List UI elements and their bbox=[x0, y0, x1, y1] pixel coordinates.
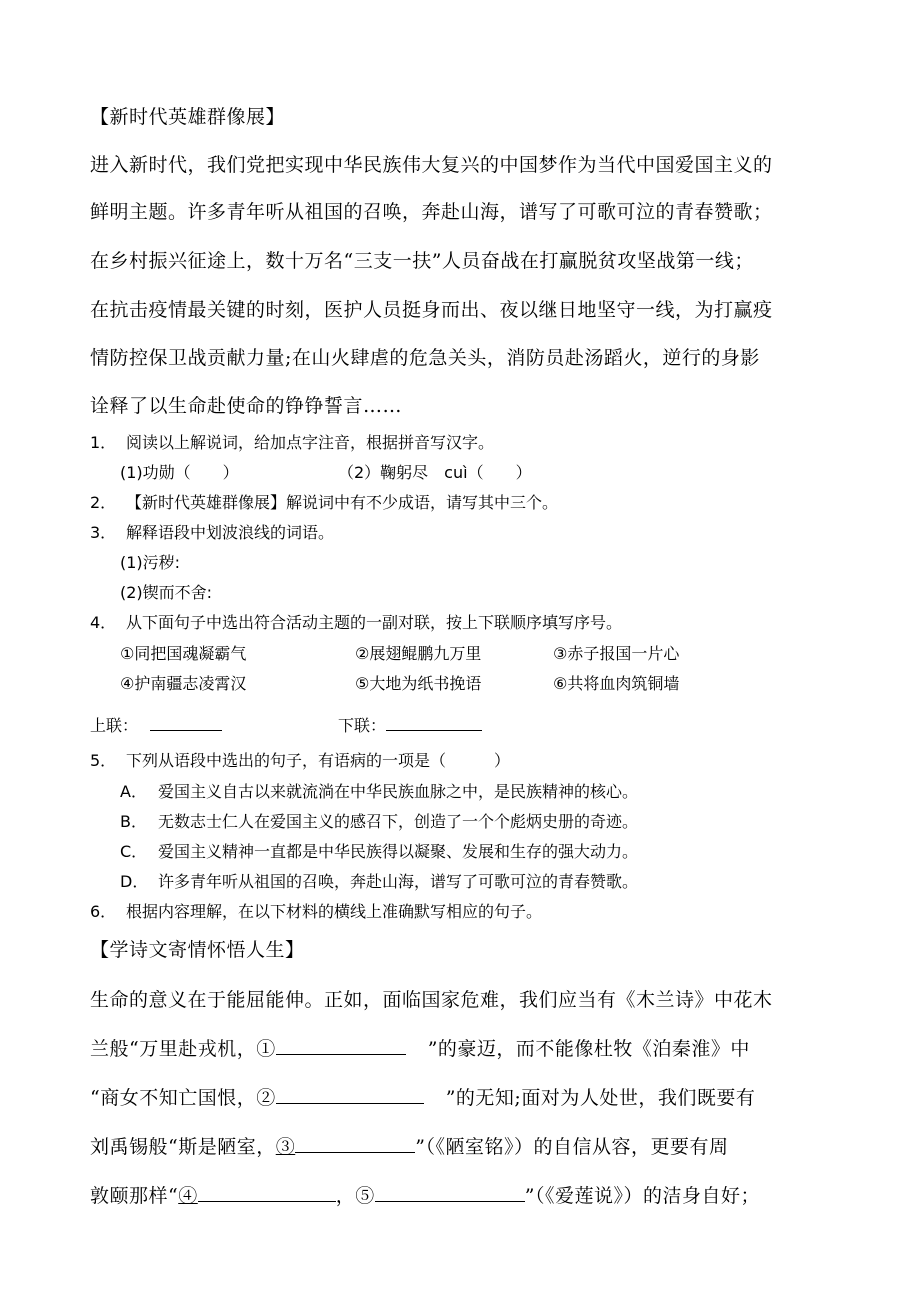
choice-letter: B． bbox=[120, 812, 147, 831]
passage2-line: 生命的意义在于能屈能伸。正如，面临国家危难，我们应当有《木兰诗》中花木 bbox=[90, 989, 773, 1011]
question-number: 2． bbox=[90, 493, 117, 512]
passage1-line: 情防控保卫战贡献力量;在山火肆虐的危急关头，消防员赴汤蹈火，逆行的身影 bbox=[90, 347, 760, 369]
lower-couplet-blank[interactable] bbox=[386, 712, 482, 731]
passage2-text: “商女不知亡国恨，② bbox=[90, 1087, 276, 1109]
question-text: 阅读以上解说词，给加点字注音，根据拼音写汉字。 bbox=[126, 433, 495, 452]
passage2-text: 敦颐那样“ bbox=[90, 1185, 179, 1207]
question-4 bbox=[90, 610, 622, 633]
q1-item-2: （2）鞠躬尽 cuì（ ） bbox=[338, 463, 532, 482]
passage1-line: 在乡村振兴征途上，数十万名“三支一扶”人员奋战在打赢脱贫攻坚战第一线； bbox=[90, 250, 754, 272]
question-number: 5． bbox=[90, 751, 117, 770]
choice-b[interactable] bbox=[120, 809, 638, 832]
couplet-option: ①同把国魂凝霸气 bbox=[120, 644, 247, 663]
passage2-text: ，⑤ bbox=[335, 1185, 375, 1207]
passage1-line: 鲜明主题。许多青年听从祖国的召唤，奔赴山海，谱写了可歌可泣的青春赞歌； bbox=[90, 201, 773, 223]
question-text: 下列从语段中选出的句子，有语病的一项是（ ） bbox=[126, 751, 511, 770]
choice-letter: D． bbox=[120, 872, 149, 891]
question-number: 6． bbox=[90, 902, 117, 921]
upper-couplet-label: 上联： bbox=[90, 716, 139, 735]
passage2-line bbox=[90, 1083, 755, 1110]
question-1 bbox=[90, 430, 494, 453]
recitation-blank-2[interactable] bbox=[276, 1085, 424, 1104]
passage2-title: 【学诗文寄情怀悟人生】 bbox=[90, 939, 305, 961]
choice-text: 爱国主义精神一直都是中华民族得以凝聚、发展和生存的强大动力。 bbox=[158, 842, 639, 861]
couplet-option: ③赤子报国一片心 bbox=[553, 644, 680, 663]
recitation-blank-3[interactable] bbox=[295, 1134, 415, 1153]
recitation-blank-4[interactable] bbox=[198, 1183, 336, 1202]
blank-marker: ④ bbox=[178, 1185, 198, 1207]
question-text: 解释语段中划波浪线的词语。 bbox=[126, 523, 335, 542]
choice-text: 许多青年听从祖国的召唤，奔赴山海，谱写了可歌可泣的青春赞歌。 bbox=[158, 872, 639, 891]
upper-couplet-answer bbox=[90, 712, 222, 736]
choice-text: 无数志士仁人在爱国主义的感召下，创造了一个个彪炳史册的奇迹。 bbox=[158, 812, 639, 831]
question-text: 【新时代英雄群像展】解说词中有不少成语，请写其中三个。 bbox=[126, 493, 559, 512]
passage1-line: 进入新时代，我们党把实现中华民族伟大复兴的中国梦作为当代中国爱国主义的 bbox=[90, 154, 773, 176]
question-number: 1． bbox=[90, 433, 117, 452]
choice-letter: C． bbox=[120, 842, 148, 861]
passage1-title: 【新时代英雄群像展】 bbox=[90, 106, 286, 128]
recitation-blank-1[interactable] bbox=[276, 1036, 406, 1055]
lower-couplet-answer bbox=[338, 712, 482, 736]
passage2-text: ”的豪迈，而不能像杜牧《泊秦淮》中 bbox=[427, 1038, 750, 1060]
choice-d[interactable] bbox=[120, 869, 638, 892]
passage2-line bbox=[90, 1132, 728, 1159]
question-number: 4． bbox=[90, 613, 117, 632]
upper-couplet-blank[interactable] bbox=[150, 712, 222, 731]
q3-item-1: (1)污秽: bbox=[120, 553, 181, 572]
passage1-line: 在抗击疫情最关键的时刻，医护人员挺身而出、夜以继日地坚守一线，为打赢疫 bbox=[90, 299, 773, 321]
question-6 bbox=[90, 899, 542, 922]
passage2-line bbox=[90, 1034, 750, 1061]
choice-text: 爱国主义自古以来就流淌在中华民族血脉之中，是民族精神的核心。 bbox=[158, 782, 639, 801]
passage2-text: 刘禹锡般“斯是陋室， bbox=[90, 1136, 276, 1158]
passage2-line bbox=[90, 1181, 760, 1208]
couplet-option: ⑥共将血肉筑铜墙 bbox=[553, 674, 680, 693]
question-text: 从下面句子中选出符合活动主题的一副对联，按上下联顺序填写序号。 bbox=[126, 613, 623, 632]
couplet-option: ⑤大地为纸书挽语 bbox=[355, 674, 482, 693]
q3-item-2: (2)锲而不舍: bbox=[120, 583, 213, 602]
couplet-option: ②展翅鲲鹏九万里 bbox=[355, 644, 482, 663]
couplet-option: ④护南疆志凌霄汉 bbox=[120, 674, 247, 693]
passage2-text: ”（《爱莲说》）的洁身自好； bbox=[524, 1185, 760, 1207]
question-2 bbox=[90, 490, 558, 513]
question-text: 根据内容理解，在以下材料的横线上准确默写相应的句子。 bbox=[126, 902, 543, 921]
passage2-text: ”的无知;面对为人处世，我们既要有 bbox=[445, 1087, 756, 1109]
blank-marker: ③ bbox=[275, 1136, 296, 1158]
choice-c[interactable] bbox=[120, 839, 638, 862]
lower-couplet-label: 下联： bbox=[338, 716, 387, 735]
recitation-blank-5[interactable] bbox=[375, 1183, 525, 1202]
question-number: 3． bbox=[90, 523, 117, 542]
question-3 bbox=[90, 520, 334, 543]
passage1-line: 诠释了以生命赴使命的铮铮誓言…… bbox=[90, 395, 403, 417]
choice-letter: A． bbox=[120, 782, 147, 801]
passage2-text: 兰般“万里赴戎机，① bbox=[90, 1038, 276, 1060]
choice-a[interactable] bbox=[120, 779, 638, 802]
q1-item-1: (1)功勋（ ） bbox=[120, 463, 239, 482]
passage2-text: ”（《陋室铭》）的自信从容，更要有周 bbox=[415, 1136, 729, 1158]
question-5 bbox=[90, 748, 510, 771]
